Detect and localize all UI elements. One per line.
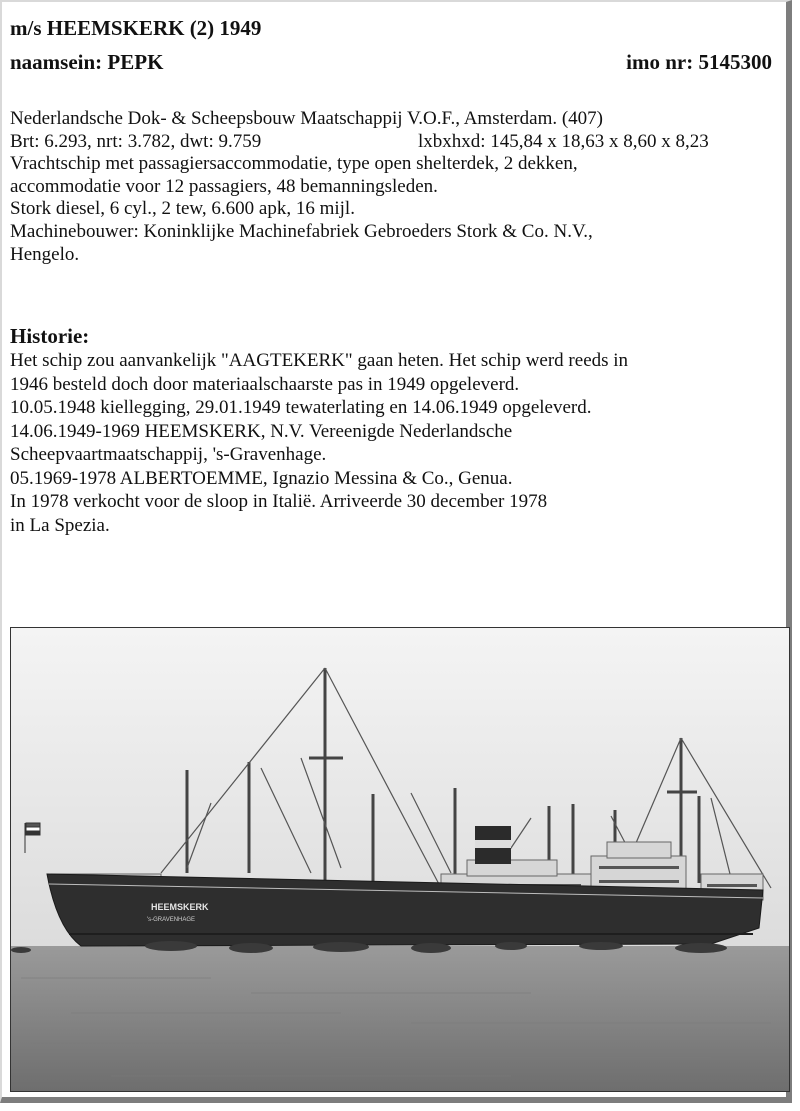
history-heading: Historie: xyxy=(10,324,90,348)
history-text xyxy=(10,349,776,537)
ship-photo xyxy=(10,627,790,1092)
engine-line: Stork diesel, 6 cyl., 2 tew, 6.600 apk, 16 mijl. xyxy=(10,198,355,220)
ship-type-line-2: accommodatie voor 12 passagiers, 48 bemanningsleden. xyxy=(10,175,438,197)
builder-line: Nederlandsche Dok- & Scheepsbouw Maatschappij V.O.F., Amsterdam. (407) xyxy=(10,108,603,129)
engine-builder-line-2: Hengelo. xyxy=(10,243,80,265)
history-line: 10.05.1948 kiellegging, 29.01.1949 tewaterlating en 14.06.1949 opgeleverd. xyxy=(10,397,592,418)
hull-name: HEEMSKERK xyxy=(151,902,209,912)
history-line: in La Spezia. xyxy=(10,514,110,536)
id-row xyxy=(10,50,772,74)
tonnage-dimensions-line xyxy=(10,131,776,154)
engine-builder-line-1: Machinebouwer: Koninklijke Machinefabriek Gebroeders Stork & Co. N.V., xyxy=(10,220,593,242)
history-line: Het schip zou aanvankelijk "AAGTEKERK" gaan heten. Het schip werd reeds in xyxy=(10,350,629,371)
call-sign: naamsein: PEPK xyxy=(10,50,164,74)
water xyxy=(11,946,789,1091)
history-line: 1946 besteld doch door materiaalschaarste pas in 1949 opgeleverd. xyxy=(10,373,520,395)
history-line: In 1978 verkocht voor de sloop in Italië. Arriveerde 30 december 1978 xyxy=(10,491,548,512)
dimensions: lxbxhxd: 145,84 x 18,63 x 8,60 x 8,23 xyxy=(418,130,709,152)
history-line: 14.06.1949-1969 HEEMSKERK, N.V. Vereenigde Nederlandsche xyxy=(10,420,513,442)
history-line: 05.1969-1978 ALBERTOEMME, Ignazio Messina & Co., Genua. xyxy=(10,467,513,489)
ship-specifications xyxy=(10,108,776,266)
history-line: Scheepvaartmaatschappij, 's-Gravenhage. xyxy=(10,444,327,465)
imo-number: imo nr: 5145300 xyxy=(626,50,772,74)
tonnage: Brt: 6.293, nrt: 3.782, dwt: 9.759 xyxy=(10,130,262,152)
ship-title: m/s HEEMSKERK (2) 1949 xyxy=(10,16,262,40)
ship-illustration xyxy=(11,628,789,1091)
hull-home-port: 's-GRAVENHAGE xyxy=(147,917,196,923)
funnel xyxy=(475,826,511,864)
ship-type-line-1: Vrachtschip met passagiersaccommodatie, type open shelterdek, 2 dekken, xyxy=(10,153,578,175)
